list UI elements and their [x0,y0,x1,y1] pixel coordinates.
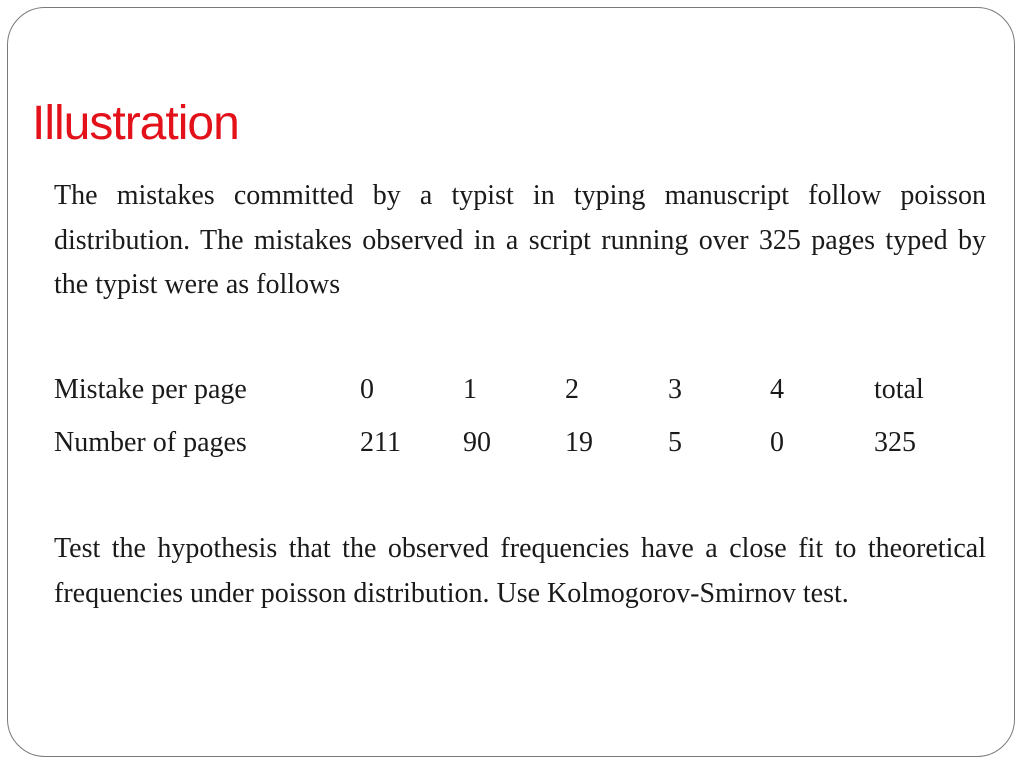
table-cell: 5 [668,427,682,458]
table-cell: 0 [360,374,374,405]
table-cell: 90 [463,427,491,458]
question-paragraph: Test the hypothesis that the observed frequencies have a close fit to theoretical frequencies under poisson distribution. Use Kolmogorov-Smirnov test. [54,533,986,609]
table-cell: 211 [360,427,401,458]
table-cell: 4 [770,374,784,405]
table-cell: 325 [874,427,916,458]
table-cell: 2 [565,374,579,405]
table-cell: 3 [668,374,682,405]
mistakes-row [54,370,994,410]
row-label: Mistake per page [54,374,247,405]
table-cell: 0 [770,427,784,458]
table-cell: 1 [463,374,477,405]
slide-title: Illustration [32,97,239,150]
row-label: Number of pages [54,427,247,458]
table-cell: total [874,374,924,405]
table-cell: 19 [565,427,593,458]
pages-row [54,423,994,463]
slide-frame [7,7,1015,757]
intro-paragraph: The mistakes committed by a typist in typing manuscript follow poisson distribution. The mistakes observed in a script running over 325 pages typed by the typist were as follows [54,180,986,300]
